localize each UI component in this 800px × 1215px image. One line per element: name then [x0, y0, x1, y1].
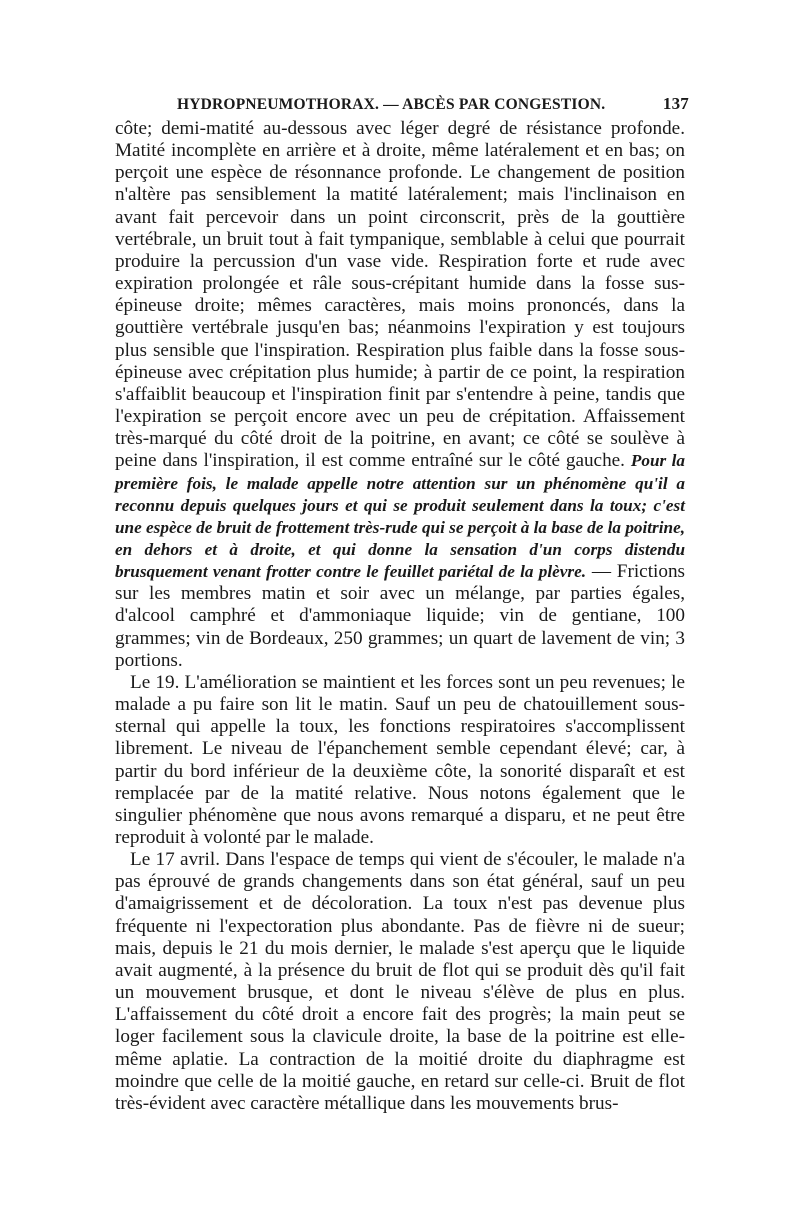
book-page — [115, 92, 689, 1115]
paragraph-continued — [115, 118, 685, 672]
running-head — [115, 92, 689, 118]
running-title: HYDROPNEUMOTHORAX. — ABCÈS PAR CONGESTION. — [177, 96, 606, 113]
paragraph-italic-text: Pour la première fois, le malade appelle notre attention sur un phénomène qu'il a reconnu depuis quelques jours et qui se produit seulement dans la toux; c'est une espèce de bruit de frottement très-rude qui se perçoit à la base de la poitrine, en dehors et à droite, et qui donne la sensation d'un corps distendu brusquement venant frotter contre le feuillet pariétal de la plèvre. — [115, 451, 685, 582]
paragraph-tail-text: — Frictions sur les membres matin et soir avec un mélange, par parties égales, d'alcool camphré et d'ammoniaque liquide; vin de gentiane, 100 grammes; vin de Bordeaux, 250 grammes; un quart de lavement de vin; 3 portions. — [115, 561, 686, 671]
paragraph-le-17-avril: Le 17 avril. Dans l'espace de temps qui vient de s'écouler, le malade n'a pas éprouvé de grands changements dans son état général, sauf un peu d'amaigrissement et de décoloration. La toux n'est pas devenue plus fréquente ni l'expectoration plus abondante. Pas de fièvre ni de sueur; mais, depuis le 21 du mois dernier, le malade s'est aperçu que le liquide avait augmenté, à la présence du bruit de flot qui se produit dès qu'il fait un mouvement brusque, et dont le niveau s'élève de plus en plus. L'affaissement du côté droit a encore fait des progrès; la main peut se loger facilement sous la clavicule droite, la base de la poitrine est elle-même aplatie. La contraction de la moitié droite du diaphragme est moindre que celle de la moitié gauche, en retard sur celle-ci. Bruit de flot très-évident avec caractère métallique dans les mouvements brus- — [115, 849, 685, 1114]
page-body — [115, 118, 685, 1115]
paragraph-lead-text: côte; demi-matité au-dessous avec léger degré de résistance profonde. Matité incomplète en arrière et à droite, même latéralement et en bas; on perçoit une espèce de résonnance profonde. Le changement de position n'altère pas sensiblement la matité latéralement; mais l'inclinaison en avant fait percevoir dans un point circonscrit, près de la gouttière vertébrale, un bruit tout à fait tympanique, semblable à celui que pourrait produire la percussion d'un vase vide. Respiration forte et rude avec expiration prolongée et râle sous-crépitant humide dans la fosse sus-épineuse droite; mêmes caractères, mais moins prononcés, dans la gouttière vertébrale jusqu'en bas; néanmoins l'expiration y est toujours plus sensible que l'inspiration. Respiration plus faible dans la fosse sous-épineuse avec crépitation plus humide; à partir de ce point, la respiration s'affaiblit beaucoup et l'inspiration finit par s'entendre à peine, tandis que l'expiration se perçoit encore avec un peu de crépitation. Affaissement très-marqué du côté droit de la poitrine, en avant; ce côté se soulève à peine dans l'inspiration, il est comme entraîné sur le côté gauche. — [115, 118, 685, 472]
page-number: 137 — [662, 94, 689, 113]
paragraph-le-19: Le 19. L'amélioration se maintient et les forces sont un peu revenues; le malade a pu faire son lit le matin. Sauf un peu de chatouillement sous-sternal qui appelle la toux, les fonctions respiratoires s'accomplissent librement. Le niveau de l'épanchement semble cependant élevé; car, à partir du bord inférieur de la deuxième côte, la sonorité disparaît et est remplacée par de la matité relative. Nous notons également que le singulier phénomène que nous avons remarqué a disparu, et ne peut être reproduit à volonté par le malade. — [115, 671, 685, 848]
